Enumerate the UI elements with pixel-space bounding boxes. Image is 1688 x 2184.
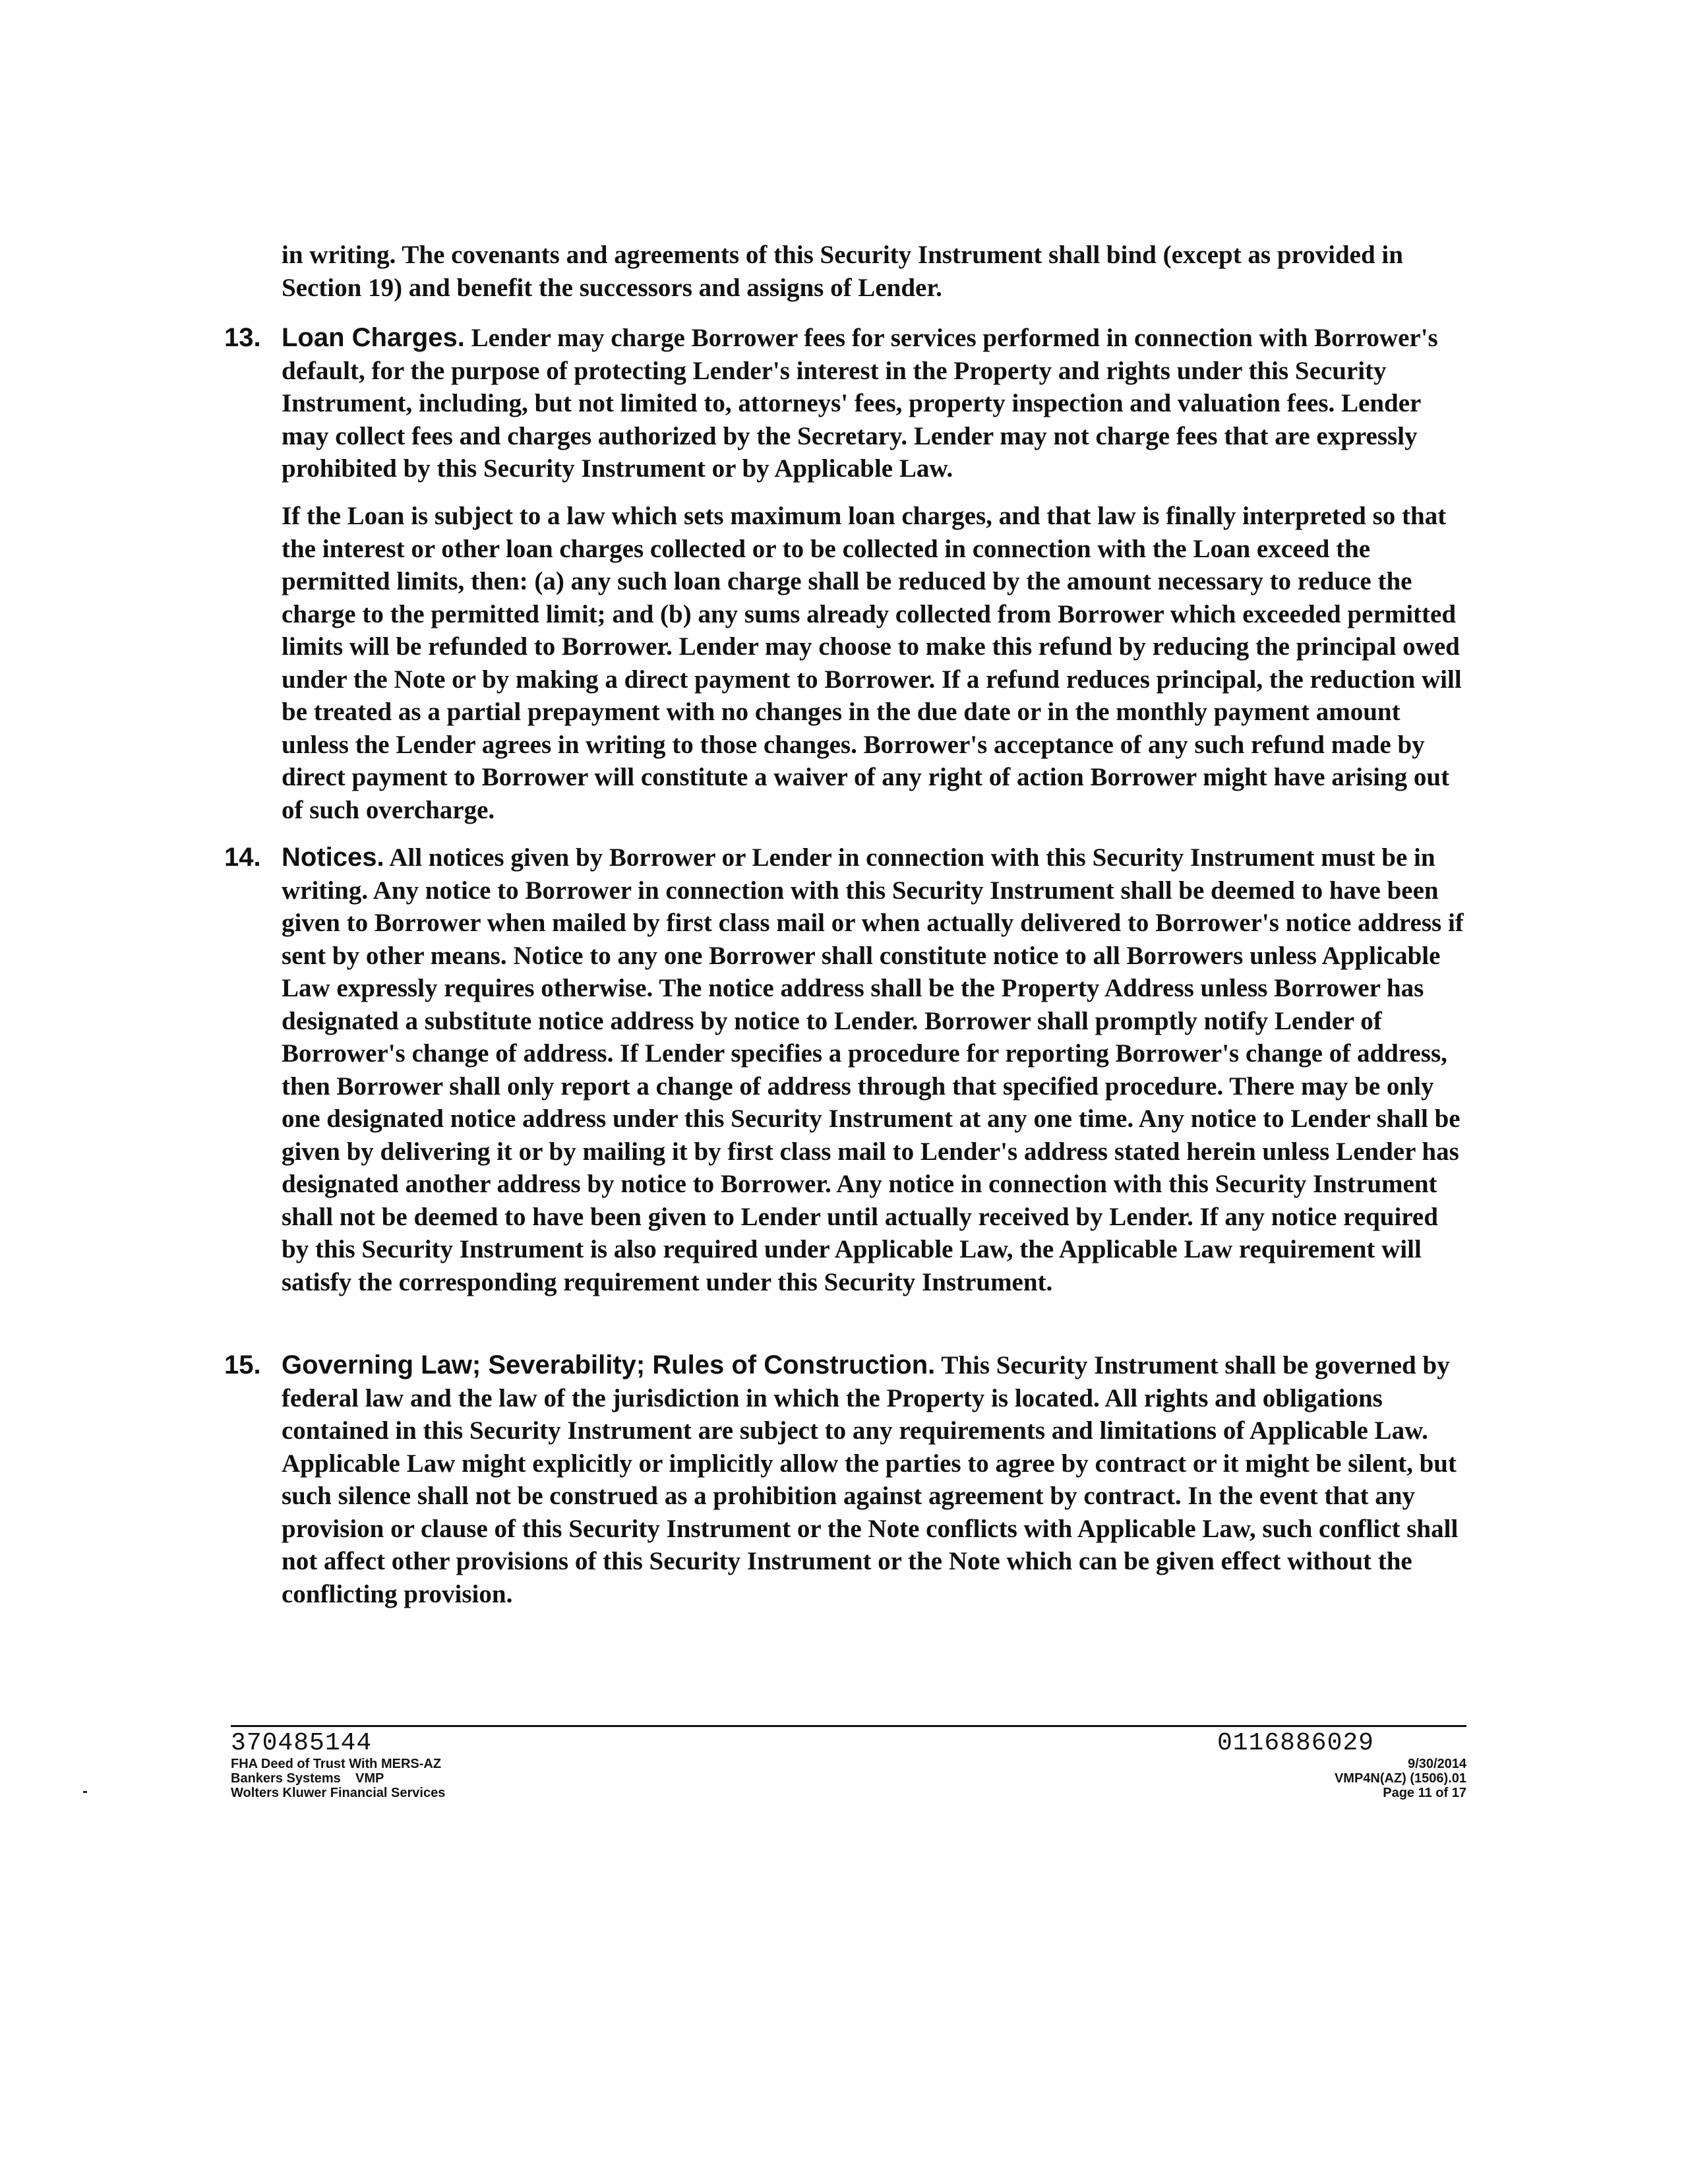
scan-mark <box>83 1791 87 1793</box>
footer-loan-number: 370485144 <box>231 1729 373 1757</box>
footer-right <box>873 1730 1466 1800</box>
section-13 <box>224 322 1468 485</box>
intro-paragraph: in writing. The covenants and agreements of this Security Instrument shall bind (except as provided in Section 19) and benefit the successors and assigns of Lender. <box>282 241 1403 302</box>
section-heading: Loan Charges. <box>282 323 465 352</box>
section-number: 13. <box>224 323 261 352</box>
section-text: This Security Instrument shall be governed by federal law and the law of the jurisdiction in which the Property is located. All rights and obligations contained in this Security Instrument are subject to any requirements and limitations of Applicable Law. Applicable Law might explicitly or implicitly allow the parties to agree by contract or it might be silent, but such silence shall not be construed as a prohibition against agreement by contract. In the event that any provision or clause of this Security Instrument or the Note conflicts with Applicable Law, such conflict shall not affect other provisions of this Security Instrument or the Note which can be given effect without the conflicting provision. <box>282 1351 1459 1608</box>
footer-page-number: Page 11 of 17 <box>1383 1786 1466 1800</box>
section-14 <box>224 841 1468 1298</box>
footer-left <box>231 1730 824 1800</box>
section-heading: Governing Law; Severability; Rules of Construction. <box>282 1350 936 1380</box>
section-number: 14. <box>224 843 261 872</box>
section-13-paragraph-2: If the Loan is subject to a law which sets maximum loan charges, and that law is finally interpreted so that the interest or other loan charges collected or to be collected in connection with the Loan exceed the permitted limits, then: (a) any such loan charge shall be reduced by the amount necessary to reduce the charge to the permitted limit; and (b) any sums already collected from Borrower which exceeded permitted limits will be refunded to Borrower. Lender may choose to make this refund by reducing the principal owed under the Note or by making a direct payment to Borrower. If a refund reduces principal, the reduction will be treated as a partial prepayment with no changes in the due date or in the monthly payment amount unless the Lender agrees in writing to those changes. Borrower's acceptance of any such refund made by direct payment to Borrower will constitute a waiver of any right of action Borrower might have arising out of such overcharge. <box>282 502 1462 824</box>
section-content <box>282 322 1468 485</box>
footer-date: 9/30/2014 <box>1408 1757 1466 1771</box>
footer-publisher: Bankers Systems VMP <box>231 1771 384 1786</box>
section-text: All notices given by Borrower or Lender in connection with this Security Instrument must be in writing. Any notice to Borrower in connection with this Security Instrument shall be deemed to have been given to Borrower when mailed by first class mail or when actually delivered to Borrower's notice address if sent by other means. Notice to any one Borrower shall constitute notice to all Borrowers unless Applicable Law expressly requires otherwise. The notice address shall be the Property Address unless Borrower has designated a substitute notice address by notice to Lender. Borrower shall promptly notify Lender of Borrower's change of address. If Lender specifies a procedure for reporting Borrower's change of address, then Borrower shall only report a change of address through that specified procedure. There may be only one designated notice address under this Security Instrument at any one time. Any notice to Lender shall be given by delivering it or by mailing it by first class mail to Lender's address stated herein unless Lender has designated another address by notice to Borrower. Any notice in connection with this Security Instrument shall not be deemed to have been given to Lender until actually received by Lender. If any notice required by this Security Instrument is also required under Applicable Law, the Applicable Law requirement will satisfy the corresponding requirement under this Security Instrument. <box>282 843 1464 1296</box>
section-15 <box>224 1349 1468 1610</box>
section-text: Lender may charge Borrower fees for services performed in connection with Borrower's default, for the purpose of protecting Lender's interest in the Property and rights under this Security Instrument, including, but not limited to, attorneys' fees, property inspection and valuation fees. Lender may collect fees and charges authorized by the Secretary. Lender may not charge fees that are expressly prohibited by this Security Instrument or by Applicable Law. <box>282 324 1438 483</box>
section-content <box>282 841 1468 1298</box>
section-content <box>282 1349 1468 1610</box>
footer-form-title: FHA Deed of Trust With MERS-AZ <box>231 1757 442 1771</box>
footer-company: Wolters Kluwer Financial Services <box>231 1786 446 1800</box>
footer-form-code: VMP4N(AZ) (1506).01 <box>1334 1771 1466 1786</box>
section-heading: Notices. <box>282 843 384 872</box>
footer-divider <box>231 1725 1466 1727</box>
section-number: 15. <box>224 1350 261 1380</box>
footer-case-number: 0116886029 <box>1217 1729 1374 1757</box>
